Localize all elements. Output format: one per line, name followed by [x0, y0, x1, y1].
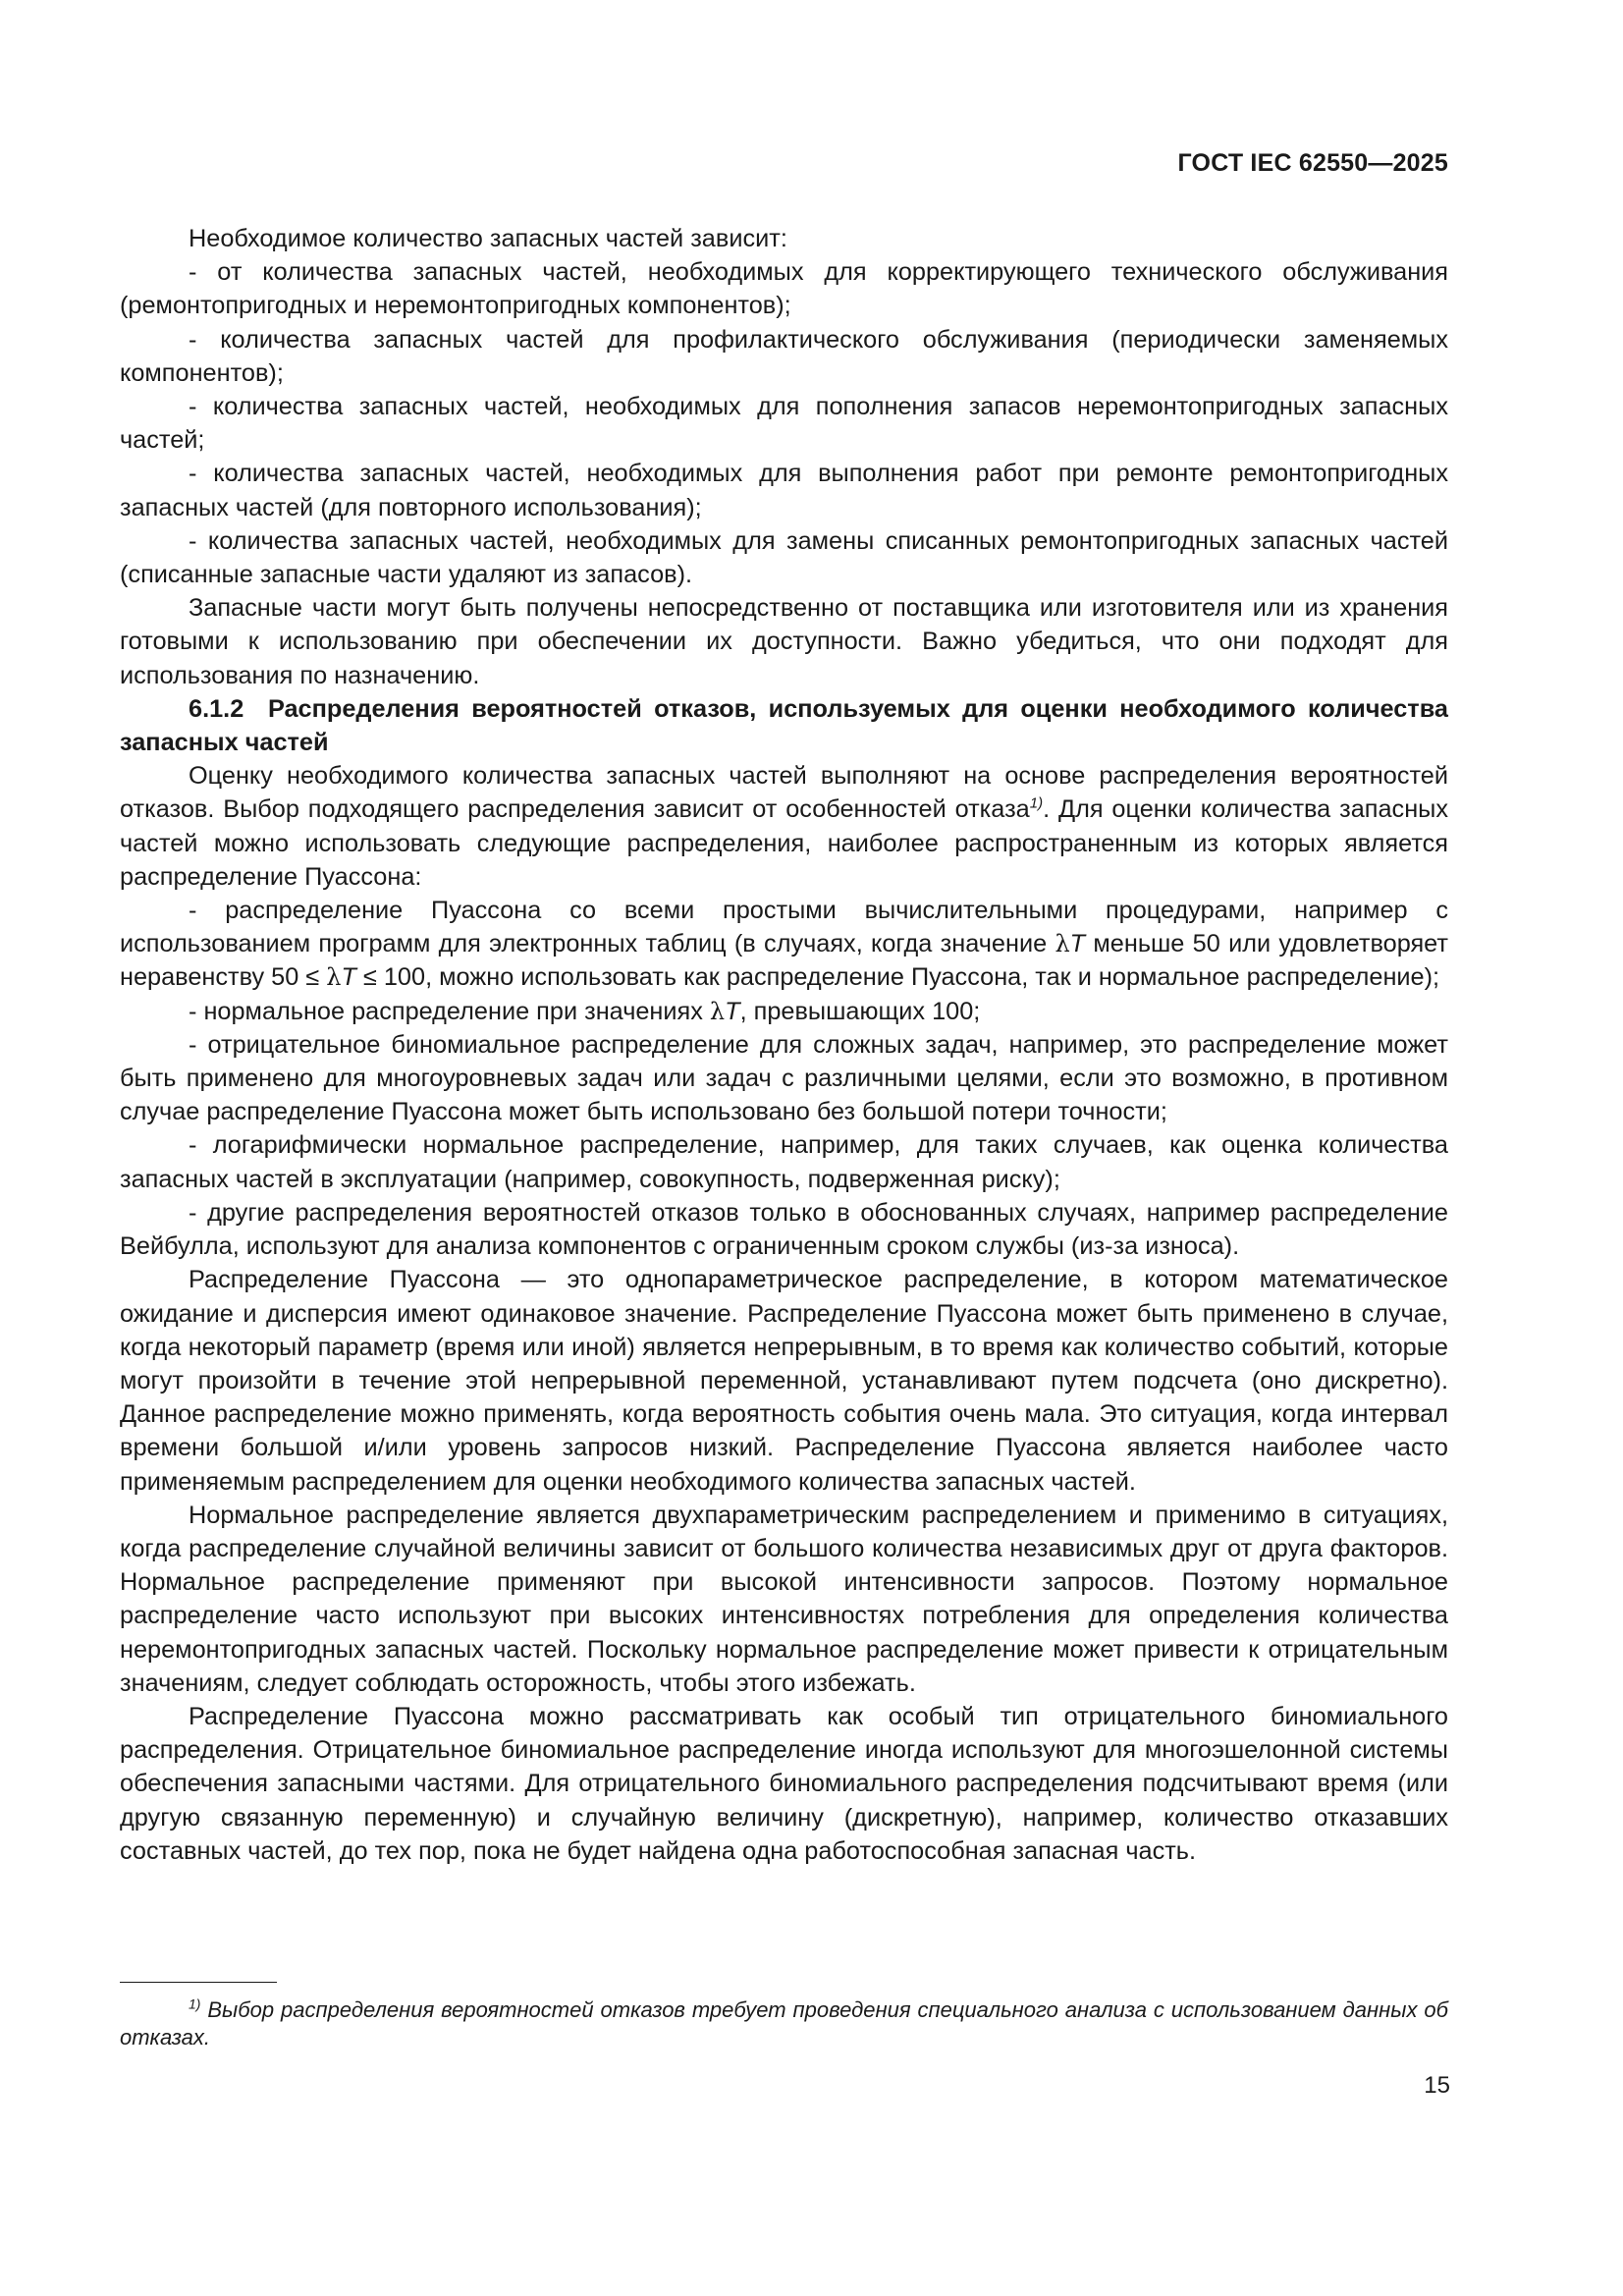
footnote-mark: 1) [189, 1995, 201, 2012]
page-body [120, 222, 1448, 1868]
footnote [120, 1996, 1448, 2051]
t-symbol: T [725, 997, 740, 1025]
t-symbol: T [341, 963, 356, 992]
footnote-divider [120, 1982, 277, 1983]
intro-paragraph: Необходимое количество запасных частей зависит: [189, 225, 787, 252]
list-item: - количества запасных частей, необходимых для замены списанных ремонтопригодных запасных частей (списанные запасные части удаляют из запасов). [120, 526, 1448, 589]
normal-text-a: - нормальное распределение при значениях [189, 997, 710, 1025]
poisson-text-c: ≤ 100, можно использовать как распределение Пуассона, так и нормальное распределение); [355, 963, 1440, 992]
list-item: - от количества запасных частей, необходимых для корректирующего технического обслуживания (ремонтопригодных и неремонтопригодных компонентов); [120, 258, 1448, 320]
list-item-other: - другие распределения вероятностей отказов только в обоснованных случаях, например распределение Вейбулла, используют для анализа компонентов с ограниченным сроком службы (из-за износа). [120, 1198, 1448, 1261]
estimate-paragraph [120, 759, 1448, 894]
normal-paragraph: Нормальное распределение является двухпараметрическим распределением и применимо в ситуациях, когда распределение случайной величины зависит от большого количества независимых друг от друга факторов. Нормальное распределение применяют при высокой интенсивности запросов. Поэтому нормальное распределение часто используют при высоких интенсивностях потребления для определения количества неремонтопригодных запасных частей. Поскольку нормальное распределение может привести к отрицательным значениям, следует соблюдать осторожность, чтобы этого избежать. [120, 1501, 1448, 1697]
estimate-text-a: Оценку необходимого количества запасных частей выполняют на основе распределения вероятностей отказов. Выбор подходящего распределения зависит от особенностей отказа [120, 762, 1448, 824]
poisson-text-a: - распределение Пуассона со всеми простыми вычислительными процедурами, например с использованием программ для электронных таблиц (в случаях, когда значение [120, 897, 1448, 958]
list-item: - количества запасных частей, необходимых для пополнения запасов неремонтопригодных запасных частей; [120, 393, 1448, 455]
lambda-symbol: λ [709, 997, 726, 1025]
list-item: - количества запасных частей, необходимых для выполнения работ при ремонте ремонтопригодных запасных частей (для повторного использования); [120, 460, 1448, 521]
lambda-symbol: λ [1055, 930, 1070, 958]
list-item-negbin: - отрицательное биномиальное распределение для сложных задач, например, это распределение может быть применено для многоуровневых задач или задач с различными целями, если это возможно, в противном случае распределение Пуассона может быть использовано без большой потери точности; [120, 1030, 1448, 1126]
t-symbol: T [1069, 930, 1086, 958]
section-heading [120, 692, 1448, 759]
page-number: 15 [1424, 2072, 1450, 2099]
list-item-lognormal: - логарифмически нормальное распределение, например, для таких случаев, как оценка количества запасных частей в эксплуатации (например, совокупность, подверженная риску); [120, 1131, 1448, 1193]
poisson-text-b: меньше 50 или удовлетворяет неравенству 50 ≤ [120, 930, 1448, 992]
section-title: Распределения вероятностей отказов, используемых для оценки необходимого количества запасных частей [120, 694, 1448, 757]
estimate-text-b: . Для оценки количества запасных частей можно использовать следующие распределения, наиболее распространенным из которых является распределение Пуассона: [120, 795, 1448, 891]
list-item: - количества запасных частей для профилактического обслуживания (периодически заменяемых компонентов); [120, 325, 1448, 387]
negbin-paragraph: Распределение Пуассона можно рассматривать как особый тип отрицательного биномиального распределения. Отрицательное биномиальное распределение иногда используют для многоэшелонной системы обеспечения запасными частями. Для отрицательного биномиального распределения подсчитывают время (или другую связанную переменную) и случайную величину (дискретную), например, количество отказавших составных частей, до тех пор, пока не будет найдена одна работоспособная запасная часть. [120, 1702, 1448, 1865]
list-item-normal [120, 995, 1448, 1028]
document-code-header: ГОСТ IEC 62550—2025 [1177, 149, 1448, 177]
normal-text-b: , превышающих 100; [739, 997, 981, 1025]
footnote-text: Выбор распределения вероятностей отказов требует проведения специального анализа с использованием данных об отказах. [120, 1997, 1448, 2050]
poisson-paragraph: Распределение Пуассона — это однопараметрическое распределение, в котором математическое ожидание и дисперсия имеют одинаковое значение. Распределение Пуассона может быть применено в случае, когда некоторый параметр (время или иной) является непрерывным, в то время как количество событий, которые могут произойти в течение этой непрерывной переменной, устанавливают путем подсчета (оно дискретно). Данное распределение можно применять, когда вероятность события очень мала. Это ситуация, когда интервал времени большой и/или уровень запросов низкий. Распределение Пуассона является наиболее часто применяемым распределением для оценки необходимого количества запасных частей. [120, 1266, 1448, 1496]
lambda-symbol: λ [326, 963, 342, 992]
footnote-reference[interactable]: 1) [1029, 795, 1044, 813]
list-item-poisson [120, 894, 1448, 995]
section-number: 6.1.2 [189, 694, 244, 723]
supply-paragraph: Запасные части могут быть получены непосредственно от поставщика или изготовителя или из хранения готовыми к использованию при обеспечении их доступности. Важно убедиться, что они подходят для использования по назначению. [120, 594, 1448, 689]
